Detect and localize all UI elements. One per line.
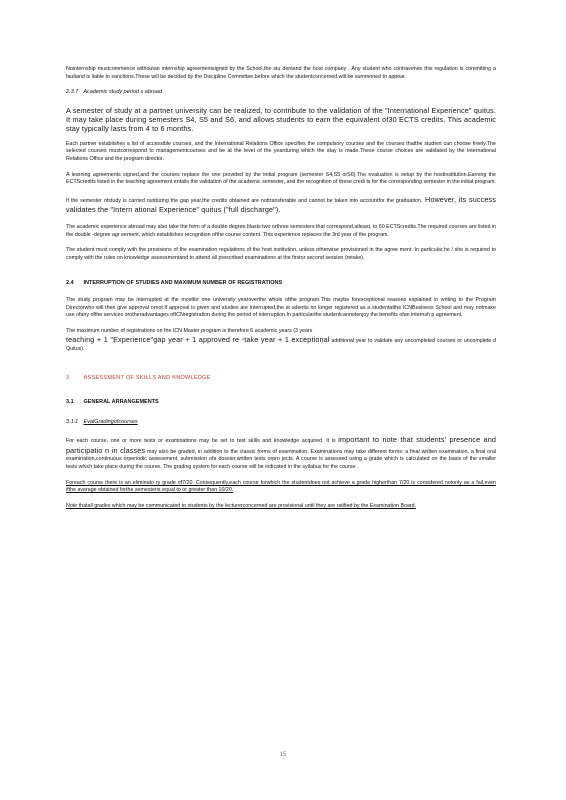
paragraph: The academic experience abroad may also take the form of a double degree.Itlasts two orthree semesters that correspond,atleast, to 60 ECTScredits.The required courses are listed in the double -degree agr eement, which establishes recognition ofthe course content. This experience replaces the 3rd year of the program. bbox=[66, 223, 496, 238]
section-3-1-1-heading bbox=[66, 419, 496, 427]
section-number: 3 bbox=[66, 375, 70, 382]
paragraph: A semester of study at a partner university can be realized, to contribute to the validation of the "International Experience" quitus. It may take place during semesters S4, S5 and S6, and allows students to earn the equivalent of30 ECTS credits. This academic stay typically lasts from 4 to 6 months. bbox=[66, 105, 496, 133]
text-run: For each course, one or more tests or examinations may be set to test skills and knowledge acquired. It is bbox=[66, 438, 339, 445]
section-title: ASSESSMENT OF SKILLS AND KNOWLEDGE bbox=[83, 375, 211, 382]
intro-paragraph: Nointernship mustcommence withoutan internship agreementsigned by the School,the stu dentand the host company . Any student who contravenes this regulation is committing a faultand is liable to sanctions.These will be decided by the Discipline Committee,before which the studentconcerned will be summoned to appear. bbox=[66, 66, 496, 80]
paragraph-underlined: Foreach course there is an eliminato ry grade of7/20. Consequently,each course forwhich the studentdoes not achieve a grade higherthan 7/20 is considered notonly as a fail,even ifthe average obtained forthe semesteris equal to or greater than 10/20. bbox=[66, 479, 496, 494]
page-number: 15 bbox=[279, 752, 287, 758]
section-title: INTERRUPTION OF STUDIES AND MAXIMUM NUMBER OF REGISTRATIONS bbox=[83, 280, 283, 287]
section-3-1-heading bbox=[66, 399, 496, 407]
section-title: GENERAL ARRANGEMENTS bbox=[83, 399, 159, 406]
paragraph bbox=[66, 195, 496, 216]
paragraph-underlined: Note thatall grades which may be communicated to students by the lecturerconcerned are provisional until they are ratified by the Examination Board. bbox=[66, 502, 417, 509]
paragraph: A learning agreements signed,and the courses replace the one provided by the initial program (semester S4,S5 orS6).The evaluation is setup by the hostinstitution.Earning the ECTScredits listed in the teaching agreement entails the validation of the academic semester, and the recognition of these credi ts for the corresponding semester in the initial program. bbox=[66, 171, 496, 186]
text-run: may also be graded, in addition to the classic forms of examination. Examinations may take different forms: a final written examination, a final oral examination,continuous orperiodic assessment, submission ofa dossier,written tests orpro jects. A course is assessed using a grade which is calculated on the basis of the smaller tests which take place during the course. The grading system for each course will be indicated in the syllabus for the course . bbox=[66, 448, 497, 471]
paragraph: The study program may be interrupted at the mostfor one university yearoverthe whole ofthe program.This maybe forexceptional reasons explained in writing to the Program Directorwho will then give approval ornot.If approval is given and studies are interrupted,the st udentis no longer registered as a studentatthe ICNBusiness School and may notmake use ofany ofthe services orotheradvantages ofICNregistration during the period of interruption.In particularthe studentcannotenjoy the benefits ofan internsh p agreement. bbox=[66, 296, 496, 319]
paragraph: Each partner establishes a list of accessible courses, and the International Relations Office specifies the compulsory courses and the courses thatthe student can choose freely.The selected courses mustcorrespond to managementcourses and be at the level of the yearduring which the stay is made.These course choices are validated by the International Relations Office and the program director. bbox=[66, 140, 496, 162]
text-run-emphasis: teaching + 1 "Experience"gap year + 1 approved re -take year + 1 exceptional bbox=[66, 335, 330, 345]
section-3-heading bbox=[66, 375, 496, 383]
text-run: If the semester ofstudy is carried outduring the gap year,the credits obtained are nottransferable and cannot be taken into accountfor the graduation. bbox=[66, 197, 423, 204]
section-title: Academic study period s abroad bbox=[83, 89, 162, 96]
section-number: 3.1.1 bbox=[66, 418, 79, 425]
section-2-3-7-heading bbox=[66, 89, 496, 97]
paragraph: The student must comply with the provisions of the examination regulations of the host institution, unless otherwise provisioned in the agree ment. In particular,he / she is required to comply with the rules on knowledge assessmentand to attend all prescribed examinations at the firstor second session (retake). bbox=[66, 247, 496, 261]
page-body bbox=[66, 66, 496, 518]
section-number: 2.3.7 bbox=[66, 89, 79, 96]
section-title: EvalGradingofcourses bbox=[83, 418, 138, 425]
paragraph bbox=[66, 328, 496, 354]
text-run-emphasis: important to note that students' presence and participatio n in classes bbox=[66, 435, 496, 455]
section-2-4-heading bbox=[66, 280, 496, 288]
paragraph bbox=[66, 435, 496, 471]
text-run-emphasis: However, its success validates the "Intern ational Experience" quitus ("full discharge"). bbox=[66, 194, 496, 215]
section-number: 3.1 bbox=[66, 399, 74, 406]
text-run: additional year to validate any uncompleted courses or uncomplete d Quitus). bbox=[66, 338, 496, 352]
text-run: The maximum number of registrations on the ICN Master program is therefore 6 academic years (3 years bbox=[66, 327, 313, 334]
section-number: 2.4 bbox=[66, 280, 74, 287]
